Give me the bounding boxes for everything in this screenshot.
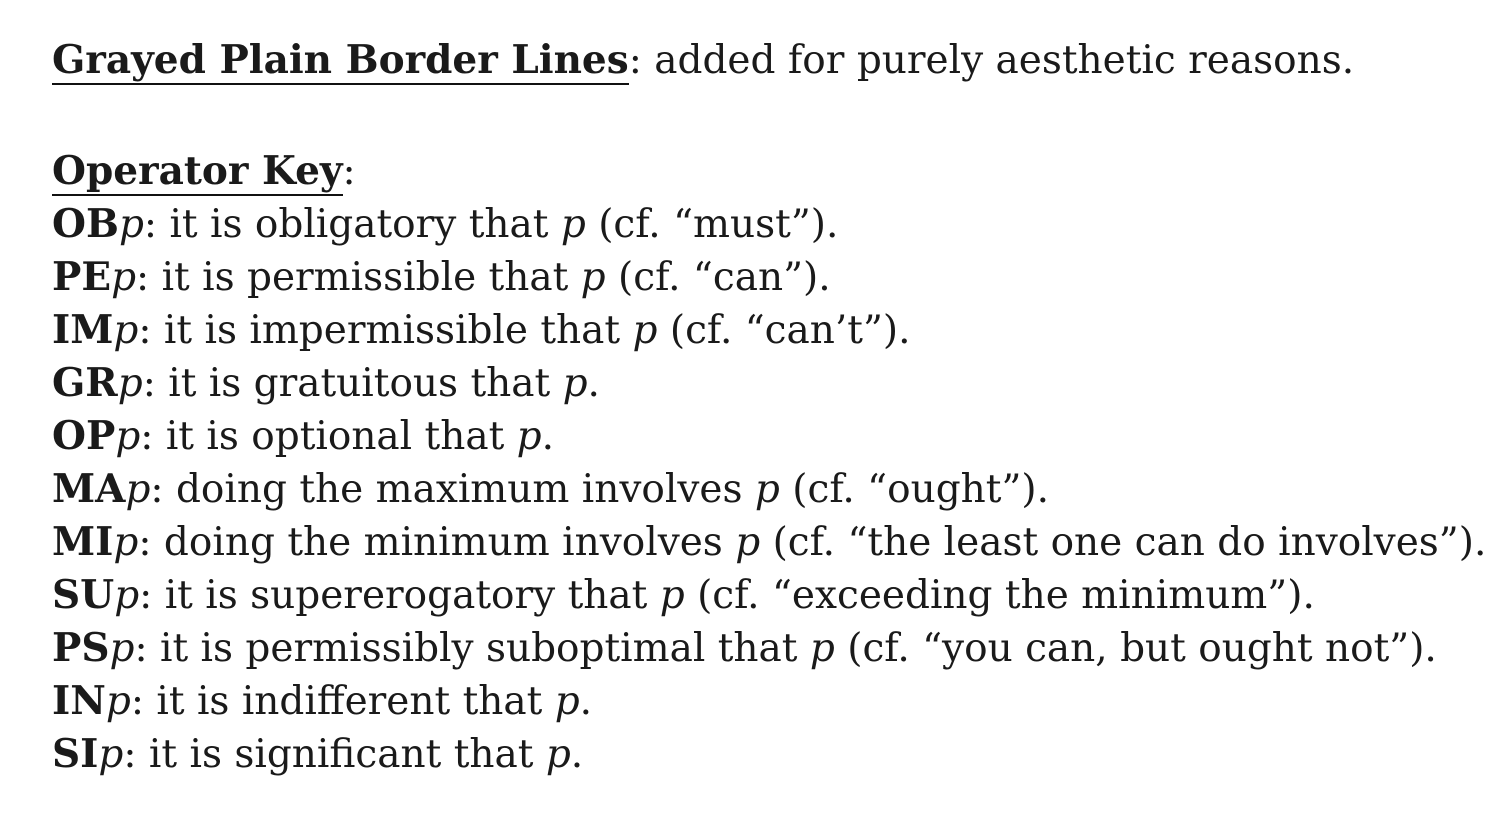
operator-gloss: (cf. “ought”). <box>779 467 1049 512</box>
operator-gloss: (cf. “the least one can do involves”). <box>760 520 1487 565</box>
border-lines-note <box>52 34 1492 87</box>
operator-symbol: GR <box>52 360 118 406</box>
operator-gloss: . <box>570 732 584 777</box>
operator-definition: : it is impermissible that <box>138 308 633 353</box>
operator-gloss: (cf. “can”). <box>605 255 831 300</box>
border-lines-heading: Grayed Plain Border Lines <box>52 37 629 83</box>
operator-definition: : it is permissible that <box>136 255 581 300</box>
operator-gloss: . <box>541 414 555 459</box>
operator-entry <box>52 410 1492 463</box>
operator-variable: p <box>125 467 151 512</box>
operator-key-heading: Operator Key <box>52 148 343 194</box>
operator-variable: p <box>109 626 135 671</box>
operator-entry <box>52 728 1492 781</box>
spacer <box>52 87 1492 145</box>
operator-definition: : it is optional that <box>140 414 517 459</box>
operator-symbol: OB <box>52 201 119 247</box>
operator-definition: : it is indifferent that <box>130 679 555 724</box>
operator-symbol: SI <box>52 731 99 777</box>
operator-key-list <box>52 198 1492 781</box>
operator-variable: p <box>114 573 140 618</box>
definition-variable: p <box>580 255 606 300</box>
definition-variable: p <box>560 202 586 247</box>
operator-variable: p <box>113 308 139 353</box>
operator-gloss: (cf. “you can, but ought not”). <box>834 626 1437 671</box>
operator-symbol: SU <box>52 572 115 618</box>
definition-variable: p <box>659 573 685 618</box>
operator-symbol: PE <box>52 254 112 300</box>
definition-variable: p <box>554 679 580 724</box>
definition-variable: p <box>545 732 571 777</box>
operator-gloss: . <box>579 679 593 724</box>
definition-variable: p <box>735 520 761 565</box>
definition-variable: p <box>632 308 658 353</box>
definition-variable: p <box>809 626 835 671</box>
operator-symbol: PS <box>52 625 110 671</box>
operator-entry <box>52 622 1492 675</box>
operator-entry <box>52 675 1492 728</box>
operator-symbol: OP <box>52 413 116 459</box>
operator-definition: : doing the maximum involves <box>150 467 755 512</box>
operator-entry <box>52 569 1492 622</box>
operator-entry <box>52 516 1492 569</box>
operator-entry <box>52 251 1492 304</box>
operator-definition: : it is significant that <box>123 732 546 777</box>
operator-entry <box>52 198 1492 251</box>
operator-variable: p <box>117 361 143 406</box>
operator-definition: : doing the minimum involves <box>138 520 736 565</box>
operator-gloss: (cf. “exceeding the minimum”). <box>684 573 1315 618</box>
operator-variable: p <box>115 414 141 459</box>
operator-symbol: IM <box>52 307 114 353</box>
operator-key-colon: : <box>342 149 356 194</box>
operator-definition: : it is permissibly suboptimal that <box>134 626 810 671</box>
operator-symbol: IN <box>52 678 106 724</box>
operator-variable: p <box>113 520 139 565</box>
definition-variable: p <box>754 467 780 512</box>
operator-gloss: . <box>587 361 600 406</box>
operator-entry <box>52 304 1492 357</box>
operator-entry <box>52 357 1492 410</box>
operator-entry <box>52 463 1492 516</box>
operator-definition: : it is supererogatory that <box>139 573 660 618</box>
operator-key-title-line <box>52 145 1492 198</box>
document-page <box>52 34 1492 781</box>
definition-variable: p <box>562 361 588 406</box>
operator-variable: p <box>98 732 124 777</box>
operator-variable: p <box>111 255 137 300</box>
border-lines-text: added for purely aesthetic reasons. <box>641 38 1355 83</box>
definition-variable: p <box>516 414 542 459</box>
operator-variable: p <box>105 679 131 724</box>
operator-variable: p <box>118 202 144 247</box>
operator-gloss: (cf. “must”). <box>585 202 839 247</box>
border-lines-colon: : <box>628 38 642 83</box>
operator-definition: : it is obligatory that <box>143 202 561 247</box>
operator-symbol: MI <box>52 519 114 565</box>
operator-definition: : it is gratuitous that <box>142 361 563 406</box>
operator-gloss: (cf. “can’t”). <box>657 308 911 353</box>
operator-symbol: MA <box>52 466 126 512</box>
